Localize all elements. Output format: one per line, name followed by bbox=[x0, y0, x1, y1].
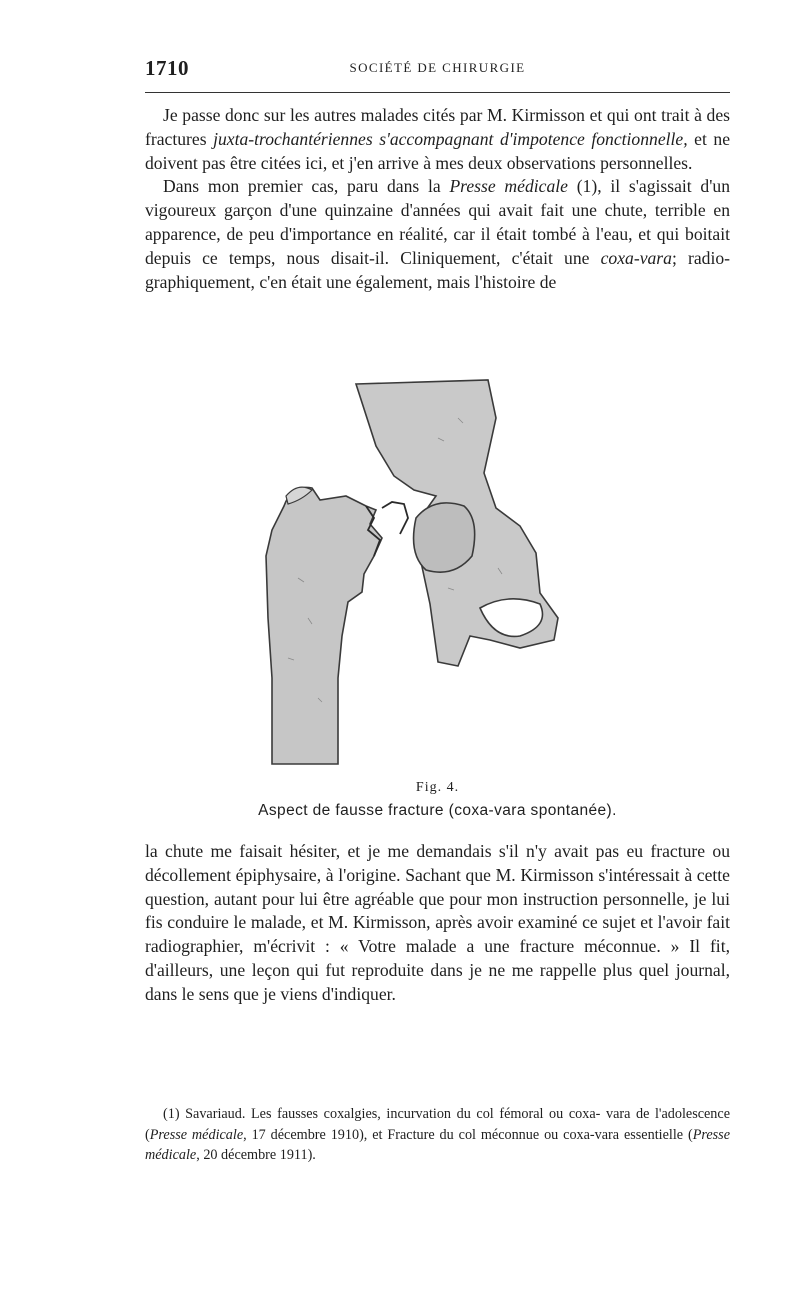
paragraph-3 bbox=[145, 840, 730, 1007]
text-line: eu fracture ou décollement épiphysaire, à l'origine. Sachant que bbox=[145, 841, 730, 885]
figure-label: Fig. 4. bbox=[415, 780, 460, 795]
text-line: M. Kirmisson s'intéressait à cette question, autant pour lui être bbox=[145, 864, 730, 909]
hip-drawing bbox=[258, 378, 578, 768]
text-line: le malade, et M. Kirmisson, après avoir examiné ce sujet et l'avoir bbox=[233, 912, 702, 933]
text-line: arrive à mes deux observations personnelles. bbox=[377, 152, 693, 173]
text-block-bottom bbox=[145, 840, 730, 1007]
text-line: méconnue. » Il fit, d'ailleurs, une leçon qui fut reproduite dans bbox=[145, 936, 730, 980]
femoral-head bbox=[414, 503, 475, 572]
paragraph-2 bbox=[145, 175, 730, 294]
text-line: Je passe donc sur les autres malades cités par M. Kirmisson et bbox=[163, 105, 603, 125]
text-line: graphiquement, c'en était une également, mais l'histoire de bbox=[145, 271, 557, 292]
figure-caption: Aspect de fausse fracture (coxa-vara spontanée). bbox=[258, 802, 617, 819]
page-number: 1710 bbox=[145, 56, 189, 80]
italic-text: Presse médicale bbox=[449, 176, 568, 197]
italic-text: d'impotence fonctionnelle, bbox=[499, 128, 688, 149]
text-line: , 20 décembre 1911). bbox=[196, 1147, 316, 1163]
footnote-text bbox=[145, 1104, 730, 1166]
paragraph-1 bbox=[145, 104, 730, 175]
text-line: ; radio- bbox=[671, 247, 731, 268]
figure-hip-illustration bbox=[258, 378, 578, 768]
text-line: (1) Savariaud. Les fausses coxalgies, incurvation du col fémoral ou coxa- bbox=[163, 1106, 601, 1122]
text-line: qui ont trait à des fractures bbox=[145, 105, 730, 149]
text-line: Dans mon premier cas, paru dans la bbox=[163, 176, 450, 197]
text-line: en réalité, car il était tombé à l'eau, et qui boitait depuis ce bbox=[145, 223, 730, 268]
header-rule bbox=[145, 92, 730, 93]
text-line: et ne doivent pas être citées ici, et j'en bbox=[145, 128, 731, 173]
text-line: avait fait une chute, terrible en apparence, de peu d'importance bbox=[145, 200, 730, 244]
footnote bbox=[145, 1104, 730, 1166]
text-line: agréable que pour mon instruction personnelle, je lui fis conduire bbox=[145, 888, 730, 933]
italic-text: Presse médicale bbox=[149, 1126, 244, 1143]
text-line: (1), il bbox=[567, 176, 621, 197]
femur-shape bbox=[266, 487, 382, 764]
text-line: d'indiquer. bbox=[321, 983, 396, 1004]
text-line: vara de l'adolescence ( bbox=[145, 1106, 730, 1143]
italic-text: juxta-trochantériennes s'accompagnant bbox=[213, 128, 494, 149]
italic-text: coxa-vara bbox=[600, 247, 672, 268]
text-line: temps, nous disait-il. Cliniquement, c'était une bbox=[228, 247, 601, 268]
running-header bbox=[145, 56, 730, 80]
text-line: fait radiographier, m'écrivit : « Votre malade a une fracture bbox=[145, 912, 731, 957]
text-line: s'agissait d'un vigoureux garçon d'une quinzaine d'années qui bbox=[145, 176, 730, 221]
italic-text: Presse médicale bbox=[145, 1126, 730, 1163]
running-title: SOCIÉTÉ DE CHIRURGIE bbox=[349, 60, 526, 75]
text-line: , 17 décembre 1910), et Fracture du bbox=[243, 1126, 454, 1143]
text-block-top bbox=[145, 104, 730, 294]
text-line: je ne me rappelle plus quel journal, dans le sens que je viens bbox=[145, 959, 730, 1004]
text-line: col méconnue ou coxa-vara essentielle ( bbox=[458, 1126, 693, 1143]
text-line: la chute me faisait hésiter, et je me demandais s'il n'y avait pas bbox=[145, 841, 620, 861]
